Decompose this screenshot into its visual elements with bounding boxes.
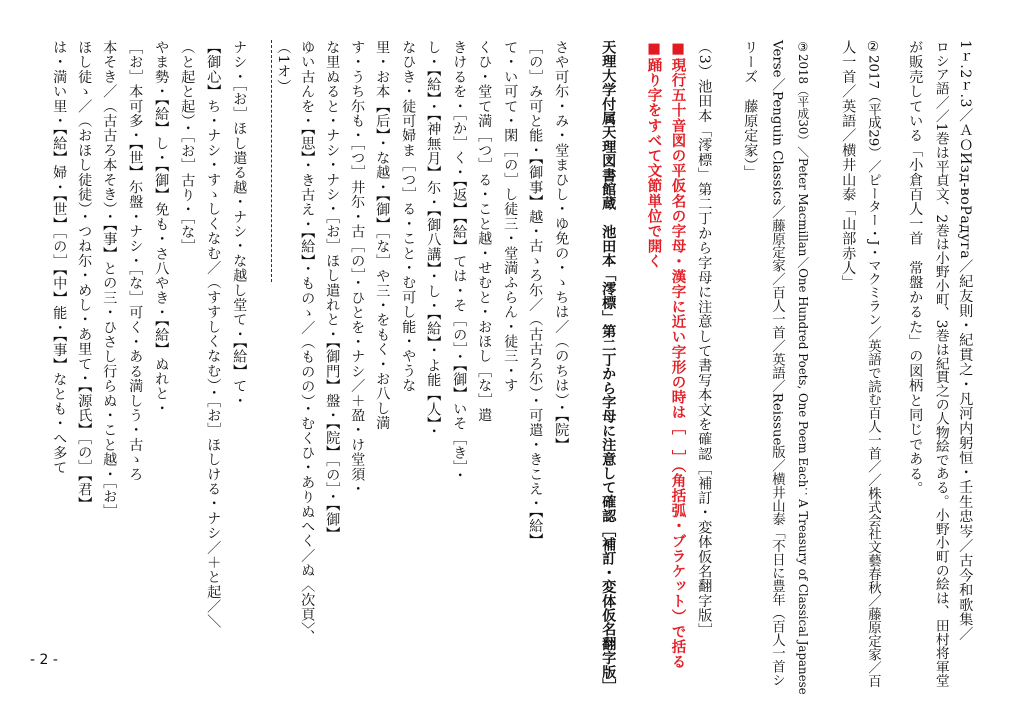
text-line: な里ぬると・ナシ・ナシ・［お］ほし遣れと・【御門】盤・【院】［の］・【御】 — [324, 40, 341, 542]
text-line: きけるを・［か］く・【返】【給】ては・そ［の］・【御】いそ［き］・ — [451, 40, 468, 483]
text-line: し・【給】・【神無月】尓・【御八講】・し・【給】・よ能【人】・ — [425, 40, 442, 439]
text-line: す・うち尓も・［つ］井尓・古［の］・ひとを・ナシ／＋盈・け堂須・ — [349, 40, 366, 497]
page-number: - 2 - — [30, 652, 58, 668]
text-line: て・い可て・閑［の］し徒三・堂満ふらん・徒三・す — [502, 40, 519, 393]
text-line: 1ｒ.2ｒ.3／ＡＯИзд-воРадуга／紀友則・紀貫之・凡河内躬恒・壬生忠岑／古今和歌集／ — [957, 40, 974, 642]
text-line: ［お］本可多・【世】尓盤・ナシ・［な］可く・ある満しう・古ゝろ — [127, 40, 144, 482]
note-bracket-rule: ■現行五十音図の平仮名の字母・漢字に近い字形の時は［ ］（角括弧・ブラケット）で括る — [669, 40, 687, 670]
text-line: が販売している「小倉百人一首 常盤かるた」の図柄と同じである。 — [907, 40, 924, 496]
text-line: ゆい古んを・【思】・き古え・【給】・ものゝ／（ものの）・むくひ・ありぬへく／ぬ〈次頁〉、 — [299, 40, 316, 645]
text-line: 里・お本【后】・な越・【御】［な］や三・をもく・お八し満 — [374, 40, 391, 431]
section-separator — [271, 40, 272, 282]
note-odoriji-rule: ■踊り字をすべて文節単位で開く — [645, 40, 663, 269]
text-line: ほし徒ゝ／（おほし徒徒）・つね尓・めし・あ里て・【源氏】［の］【君】 — [76, 40, 93, 512]
text-line: 本そき／（古古ろ本そき）・【事】との三・ひさし行らぬ・こと越・［お］ — [101, 40, 118, 519]
transcription-title: 天理大学付属天理図書館蔵 池田本「澪標」第二丁から字母に注意して確認［補訂・変体仮名翻字版］ — [600, 40, 617, 694]
text-line: くひ・堂て満［つ］る・こと越・せむと・おほし［な］遣 — [476, 40, 493, 423]
text-line: リーズ 藤原定家）」 — [742, 40, 759, 180]
folio-marker: （1オ） — [275, 40, 292, 94]
text-line: さや可尓・み・堂まひし・ゆ免の・ゝちは／（のちは）・【院】 — [553, 40, 570, 453]
text-line: は・満い里・【給】婦・【世】［の］【中】能・【事】なとも・へ多て — [51, 40, 68, 475]
text-line: 【御心】ち・ナシ・すゝしくなむ／（すすしくなむ）・［お］ほしける・ナシ／＋と起／＼ — [205, 40, 222, 629]
text-line: なひき・徒可婦ま［つ］る・こと・む可し能・やうな — [400, 40, 417, 393]
text-line: （と起と起）・［お］古り・［な］ — [179, 40, 196, 254]
text-line: Verse／Penguin Classics／藤原定家／百人一首／英語／Reissue版／横井山泰「不日に豊年（百人一首シ — [769, 40, 785, 687]
section-heading: （3）池田本「澪標」第二丁から字母に注意して書写本文を確認［補訂・変体仮名翻字版］ — [696, 40, 713, 638]
text-line: ③2018（平成30）＼Peter Macmillan／One Hundred Poets, One Poem Each：A Treasury of Classical Japanese — [795, 40, 810, 695]
text-line: ロシア語／／1巻は平貞文、2巻は小野小町、3巻は紀貫之の人物絵である。小野小町の絵は、田村将軍堂 — [932, 40, 949, 688]
text-line: ナシ・［お］ほし遣る越・ナシ・な越し堂て・【給】て・ — [231, 40, 248, 408]
text-line: やま勢・【給】し・【御】免も・さ八やき・【給】ぬれと・ — [153, 40, 170, 416]
text-line: 人一首／英語／横井山泰「山部赤人」 — [840, 40, 857, 290]
text-line: ［の］み可と能・【御事】越・古ゝろ尓／（古古ろ尓）・可遣・きこえ・【給】 — [527, 40, 544, 548]
text-line: ②2017（平成29）／ピーター・J・マクミラン／英語で読む百人一首／／株式会社文藝春秋／藤原定家／百 — [865, 40, 881, 688]
